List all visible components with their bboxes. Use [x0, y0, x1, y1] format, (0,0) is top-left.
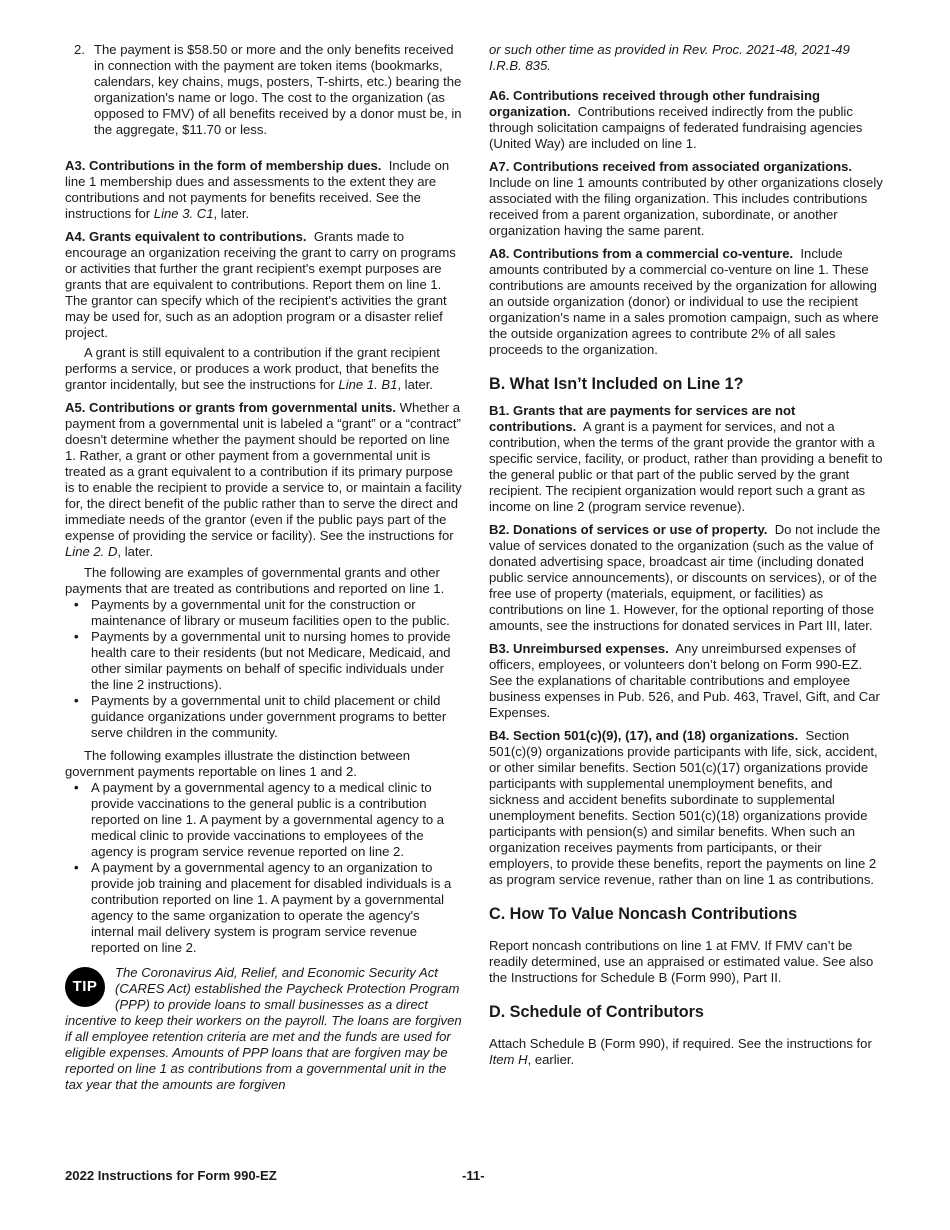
tip-continuation: or such other time as provided in Rev. Proc. 2021-48, 2021-49 I.R.B. 835.: [489, 42, 850, 73]
d-ref: Item H: [489, 1052, 528, 1067]
a5-title: A5. Contributions or grants from governmental units.: [65, 400, 397, 415]
a5-text: Whether a payment from a governmental unit is labeled a “grant” or a “contract” doesn't determine whether the payment should be reported on line 1. Rather, a grant or other payment from a governmental unit is treated as a grant equivalent to a contribution if its primary purpose is to enable the recipient to provide a service to, or maintain a facility for, the direct benefit of the public rather than to serve the direct and immediate needs of the grantor (even if the public pays part of the expense of providing the service or facility). See the instructions for: [65, 400, 462, 543]
tip-icon: TIP: [65, 967, 105, 1007]
a4-p2-ref: Line 1. B1: [338, 377, 398, 392]
section-a4: [65, 229, 462, 341]
b2-text: Do not include the value of services donated to the organization (such as the value of donated advertising space, broadcast air time (including donated public service announcements), or discounts on services), or of the free use of property (materials, equipment, or facilities) as contributions on line 1. However, for the optional reporting of those amounts, see the instructions for donated services in Part III, later.: [489, 522, 881, 633]
tip-text: The Coronavirus Aid, Relief, and Economic Security Act (CARES Act) established the Paycheck Protection Program (PPP) to provide loans to small businesses as a direct incentive to keep their workers on the payroll. The loans are forgiven if all employee retention criteria are met and the funds are used for eligible expenses. Amounts of PPP loans that are forgiven may be reported on line 1 as contributions from a governmental unit in the tax year that the amounts are forgiven: [65, 965, 462, 1092]
left-column: [65, 42, 462, 1093]
list-number: 2.: [74, 42, 85, 57]
list-text: The payment is $58.50 or more and the only benefits received in connection with the payment are token items (bookmarks, calendars, key chains, mugs, posters, T-shirts, etc.) bearing the organization's name or logo. The cost to the organization (as opposed to FMV) of all benefits received by a donor must be, in the aggregate, $11.70 or less.: [94, 42, 462, 137]
bullet: •: [74, 597, 79, 612]
a3-text: Include on line 1 membership dues and assessments to the extent they are contributions and not payments for benefits received. See the instructions for: [65, 158, 450, 221]
a6-title: A6. Contributions received through other fundraising organization.: [489, 88, 820, 119]
list-item-2: [65, 42, 462, 138]
a4-text: Grants made to encourage an organization receiving the grant to carry on programs or activities that further the grant recipient's exempt purposes are grants that are equivalent to contributions. Report them on line 1. The grantor can specify which of the recipient's activities the grant may be used for, such as an adoption program or a disaster relief project.: [65, 229, 456, 340]
section-d: [489, 1036, 885, 1068]
examples-list: [65, 597, 462, 741]
right-column: [489, 42, 885, 1075]
tip-box: [65, 965, 462, 1093]
b3-text: Any unreimbursed expenses of officers, employees, or volunteers don’t belong on Form 990-EZ. See the explanations of charitable contributions and employee business expenses in Pub. 526, and Pub. 463, Travel, Gift, and Car Expenses.: [489, 641, 880, 720]
section-b3: [489, 641, 885, 721]
a3-title: A3. Contributions in the form of membership dues.: [65, 158, 382, 173]
b1-text: A grant is a payment for services, and not a contribution, when the terms of the grant provide the grantor with a specific service, facility, or product, rather than providing a benefit to the general public or that part of the public served by the grant recipient. The recipient organization would report such a grant as income on line 2 (program service revenue).: [489, 419, 883, 514]
page-number: -11-: [462, 1168, 485, 1183]
a6-text: Contributions received indirectly from the public through solicitation campaigns of federated fundraising agencies (United Way) are included on line 1.: [489, 104, 863, 151]
heading-d: D. Schedule of Contributors: [489, 1003, 704, 1021]
a4-p2-end: , later.: [397, 377, 434, 392]
a4-paragraph-2: [65, 345, 462, 393]
a3-ref: Line 3. C1: [153, 206, 214, 221]
list-item: • A payment by a governmental agency to a medical clinic to provide vaccinations to the general public is a contribution reported on line 1. A payment by a governmental agency to a medical clinic to provide vaccinations to employees of the agency is program service revenue reported on line 2.: [74, 780, 445, 859]
b1-title: B1. Grants that are payments for services are not contributions.: [489, 403, 796, 434]
a7-title: A7. Contributions received from associated organizations.: [489, 159, 853, 174]
bullet: •: [74, 693, 79, 708]
list-item: • Payments by a governmental unit to nursing homes to provide health care to their residents (but not Medicare, Medicaid, and other similar payments on behalf of specific individuals under the line 2 instructions).: [74, 629, 451, 692]
list-item: • Payments by a governmental unit to child placement or child guidance organizations under government programs to better serve children in the community.: [74, 693, 447, 740]
list-item: • A payment by a governmental agency to an organization to provide job training and placement for disabled individuals is a contribution reported on line 1. A payment by a governmental agency to the same organization to operate the agency's internal mail delivery system is program service revenue reported on line 2.: [74, 860, 452, 955]
d-text: Attach Schedule B (Form 990), if required. See the instructions for: [489, 1036, 872, 1051]
bullet: •: [74, 780, 79, 795]
bullet: •: [74, 860, 79, 875]
b3-title: B3. Unreimbursed expenses.: [489, 641, 669, 656]
section-c-text: Report noncash contributions on line 1 at FMV. If FMV can’t be readily determined, use an appraised or estimated value. See also the Instructions for Schedule B (Form 990), Part II.: [489, 938, 874, 985]
footer-title: 2022 Instructions for Form 990-EZ: [65, 1168, 277, 1183]
a4-title: A4. Grants equivalent to contributions.: [65, 229, 307, 244]
a3-end: , later.: [213, 206, 250, 221]
a8-title: A8. Contributions from a commercial co-venture.: [489, 246, 794, 261]
section-a8: [489, 246, 885, 358]
a5-ref: Line 2. D: [65, 544, 118, 559]
bullet: •: [74, 629, 79, 644]
a5-end: , later.: [117, 544, 154, 559]
a7-text: Include on line 1 amounts contributed by other organizations closely associated with the filing organization. This includes contributions received from a parent organization, subordinate, or another organization having the same parent.: [489, 175, 883, 238]
examples-intro: The following are examples of governmental grants and other payments that are treated as contributions and reported on line 1.: [65, 565, 445, 596]
distinction-intro: The following examples illustrate the distinction between government payments reportable on lines 1 and 2.: [65, 748, 411, 779]
section-a6: [489, 88, 885, 152]
section-b4: [489, 728, 885, 888]
distinction-list: [65, 780, 462, 956]
b2-title: B2. Donations of services or use of property.: [489, 522, 768, 537]
section-a7: [489, 159, 885, 239]
section-b2: [489, 522, 885, 634]
b4-text: Section 501(c)(9) organizations provide participants with life, sick, accident, or other similar benefits. Section 501(c)(17) organizations provide participants with supplemental unemployment benefits, and sickness and accident benefits subordinate to supplemental unemployment benefits. Section 501(c)(18) organizations provide participants with pension(s) and similar benefits. When such an organization receives payments from participants, or their employers, to provide these benefits, report the payments on line 2 as program service revenue, rather than on line 1 as contributions.: [489, 728, 878, 887]
a8-text: Include amounts contributed by a commercial co-venture on line 1. These contributions are amounts received by the organization for allowing an outside organization (donor) or individual to use the recipient organization's name in a sales promotion campaign, such as where the outside organization agrees to contribute 2% of all sales proceeds to the organization.: [489, 246, 879, 357]
heading-c: C. How To Value Noncash Contributions: [489, 905, 798, 923]
list-item: • Payments by a governmental unit for the construction or maintenance of library or museum facilities open to the public.: [74, 597, 450, 628]
d-end: , earlier.: [527, 1052, 575, 1067]
section-b1: [489, 403, 885, 515]
section-a5: [65, 400, 462, 560]
section-a3: [65, 158, 462, 222]
heading-b: B. What Isn’t Included on Line 1?: [489, 375, 744, 393]
b4-title: B4. Section 501(c)(9), (17), and (18) organizations.: [489, 728, 799, 743]
a4-p2-text: A grant is still equivalent to a contribution if the grant recipient performs a service, or produces a work product, that benefits the grantor incidentally, but see the instructions for: [65, 345, 440, 392]
